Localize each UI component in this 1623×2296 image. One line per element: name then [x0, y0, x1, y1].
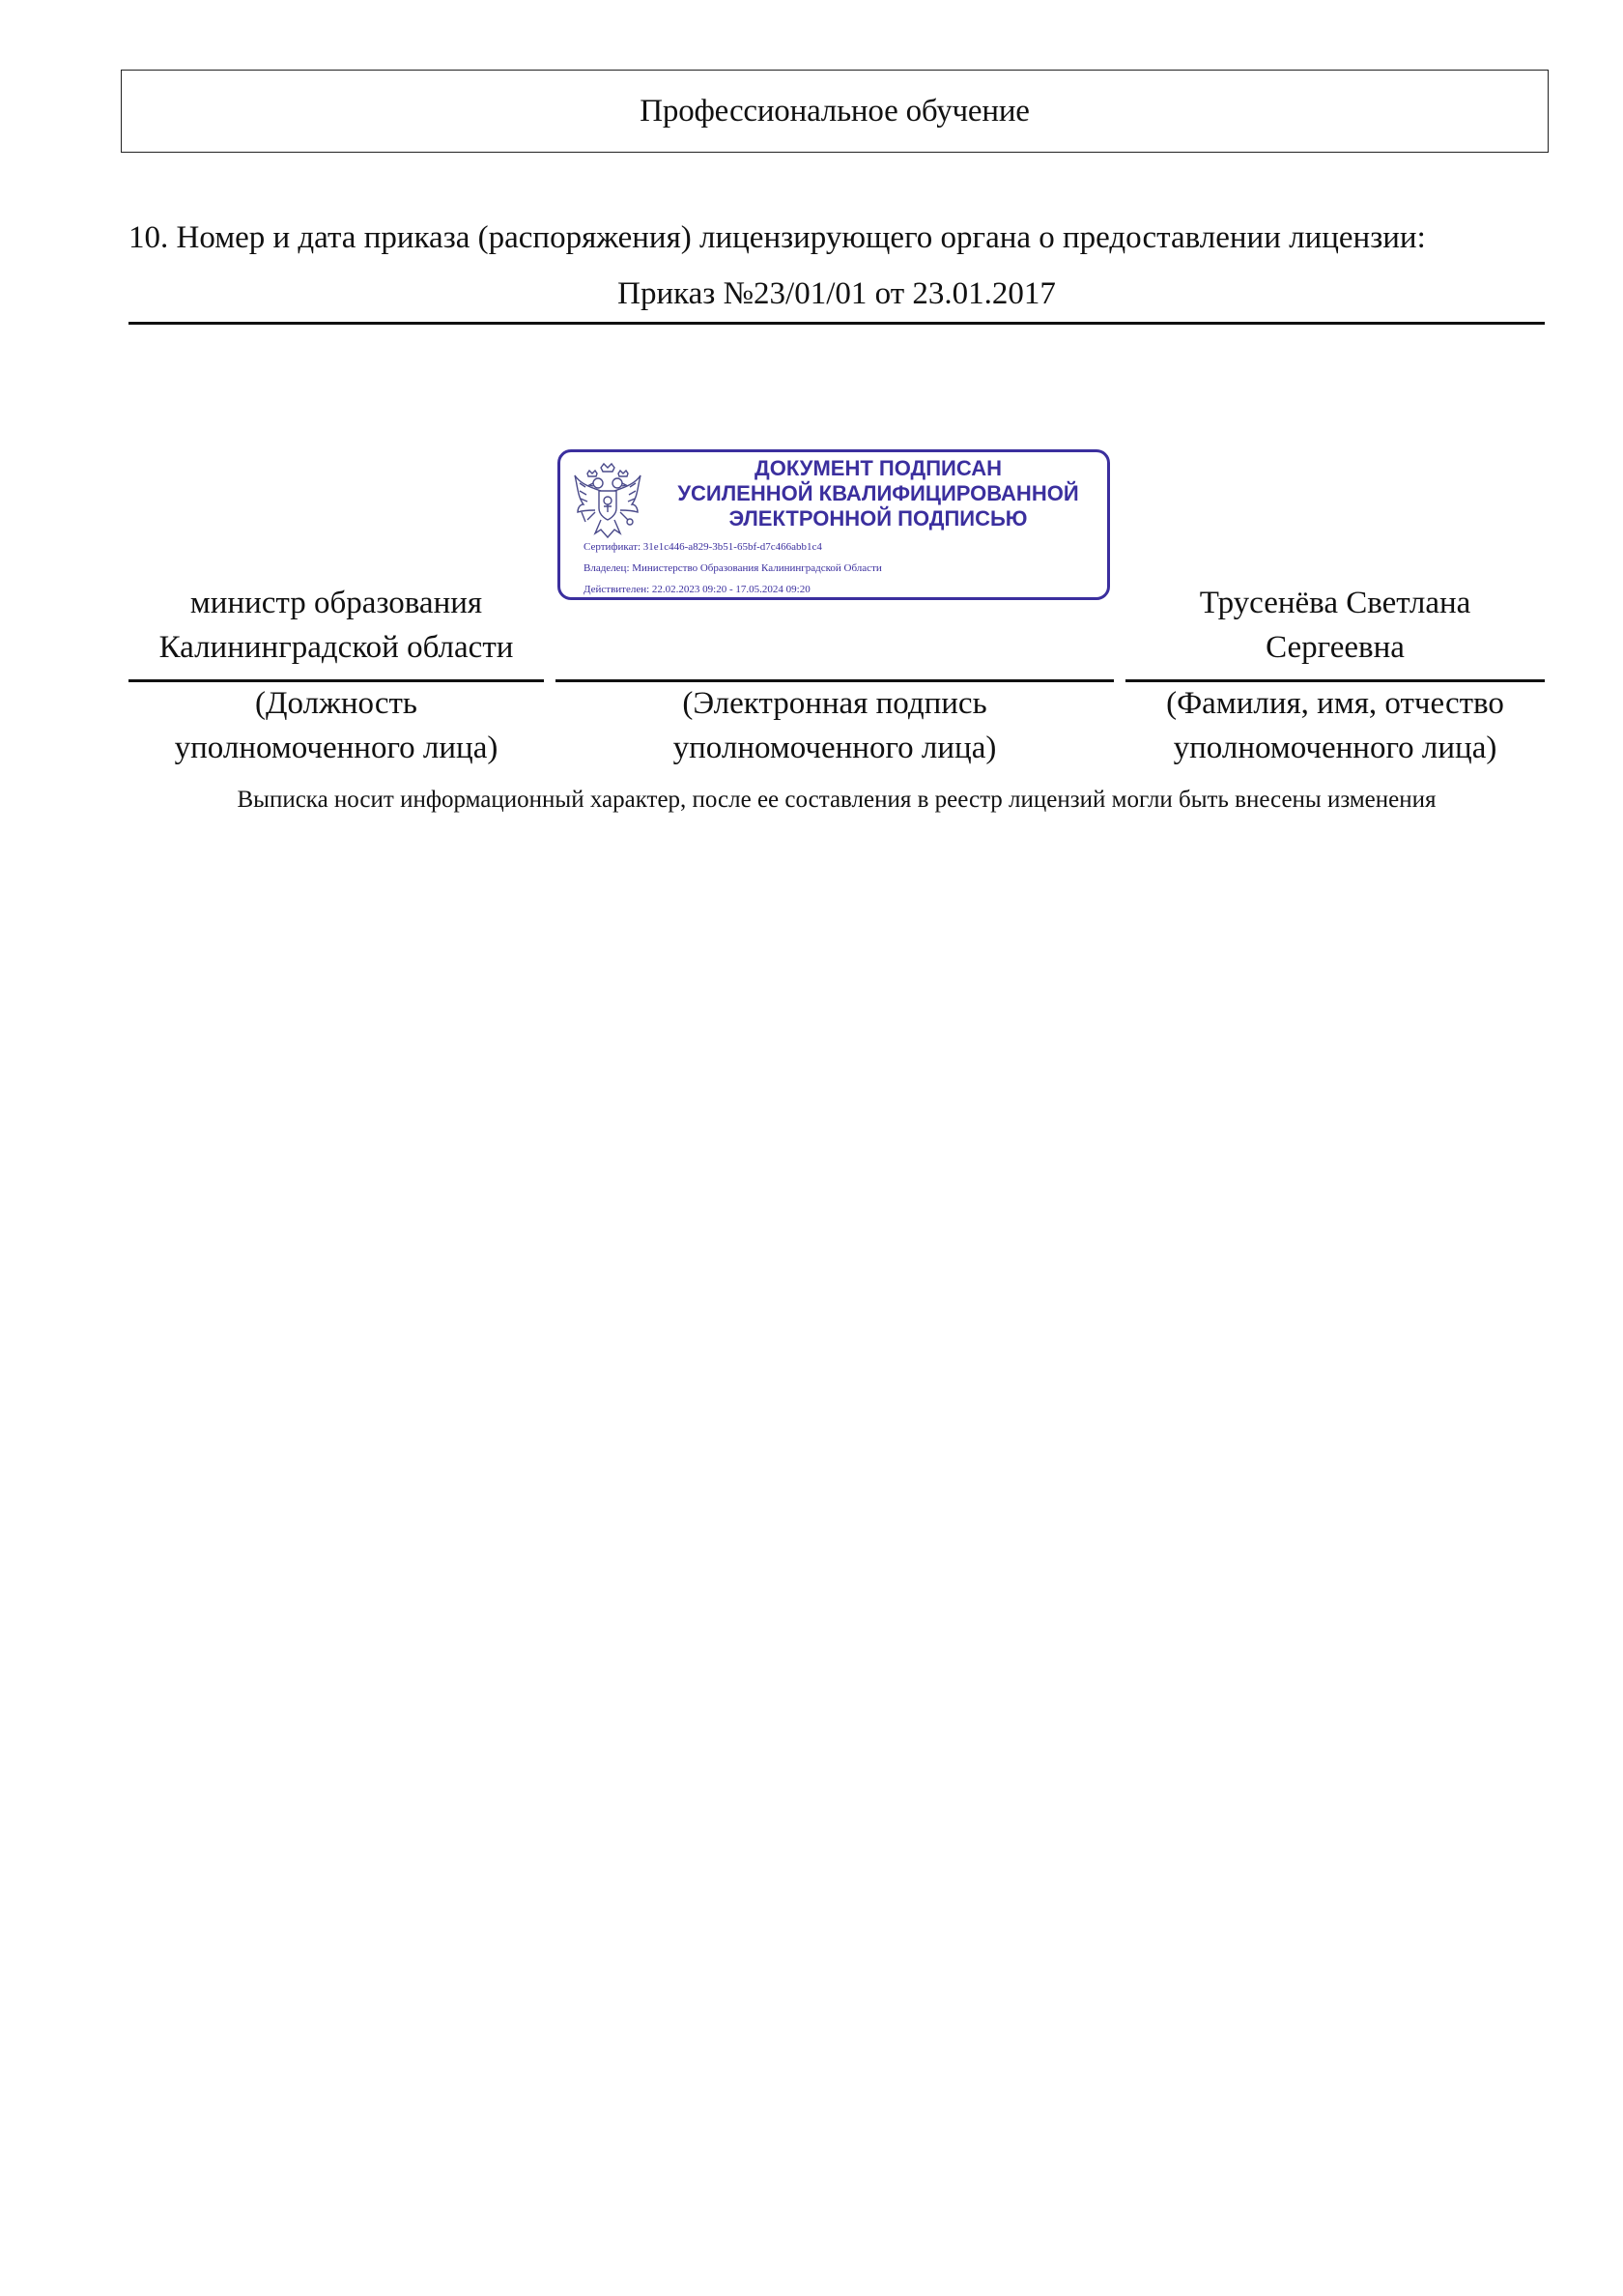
caption-signature [555, 681, 1114, 770]
electronic-signature-stamp [557, 449, 1110, 600]
stamp-owner: Владелец: Министерство Образования Калининградской Области [584, 562, 882, 574]
item-10-label: 10. Номер и дата приказа (распоряжения) лицензирующего органа о предоставлении лицензии: [128, 220, 1426, 255]
stamp-certificate: Сертификат: 31e1c446-a829-3b51-65bf-d7c466abb1c4 [584, 541, 822, 553]
signer-position [128, 581, 544, 670]
stamp-heading-line3: ЭЛЕКТРОННОЙ ПОДПИСЬЮ [728, 506, 1028, 531]
signer-position-line2: Калининградской области [158, 630, 514, 665]
caption-position-line1: (Должность [255, 686, 417, 721]
order-underline [128, 322, 1545, 325]
stamp-heading-line2: УСИЛЕННОЙ КВАЛИФИЦИРОВАННОЙ [677, 481, 1079, 505]
caption-position-line2: уполномоченного лица) [174, 731, 498, 765]
caption-signature-line1: (Электронная подпись [682, 686, 987, 721]
caption-name-line2: уполномоченного лица) [1173, 731, 1497, 765]
caption-name [1125, 681, 1545, 770]
stamp-heading-line1: ДОКУМЕНТ ПОДПИСАН [755, 456, 1002, 480]
disclaimer-footnote: Выписка носит информационный характер, после ее составления в реестр лицензий могли быть внесены изменения [237, 787, 1437, 813]
signer-name-line2: Сергеевна [1266, 630, 1405, 665]
signer-name [1125, 581, 1545, 670]
russian-coat-of-arms-icon [572, 462, 643, 543]
signer-position-line1: министр образования [189, 586, 483, 620]
stamp-validity: Действителен: 22.02.2023 09:20 - 17.05.2024 09:20 [584, 584, 811, 595]
caption-signature-line2: уполномоченного лица) [672, 731, 997, 765]
caption-name-line1: (Фамилия, имя, отчество [1166, 686, 1504, 721]
caption-position [128, 681, 544, 770]
order-number-value: Приказ №23/01/01 от 23.01.2017 [617, 276, 1056, 311]
stamp-heading [647, 456, 1109, 531]
signer-name-line1: Трусенёва Светлана [1199, 586, 1471, 620]
section-title: Профессиональное обучение [640, 93, 1030, 129]
section-title-box [121, 70, 1549, 153]
